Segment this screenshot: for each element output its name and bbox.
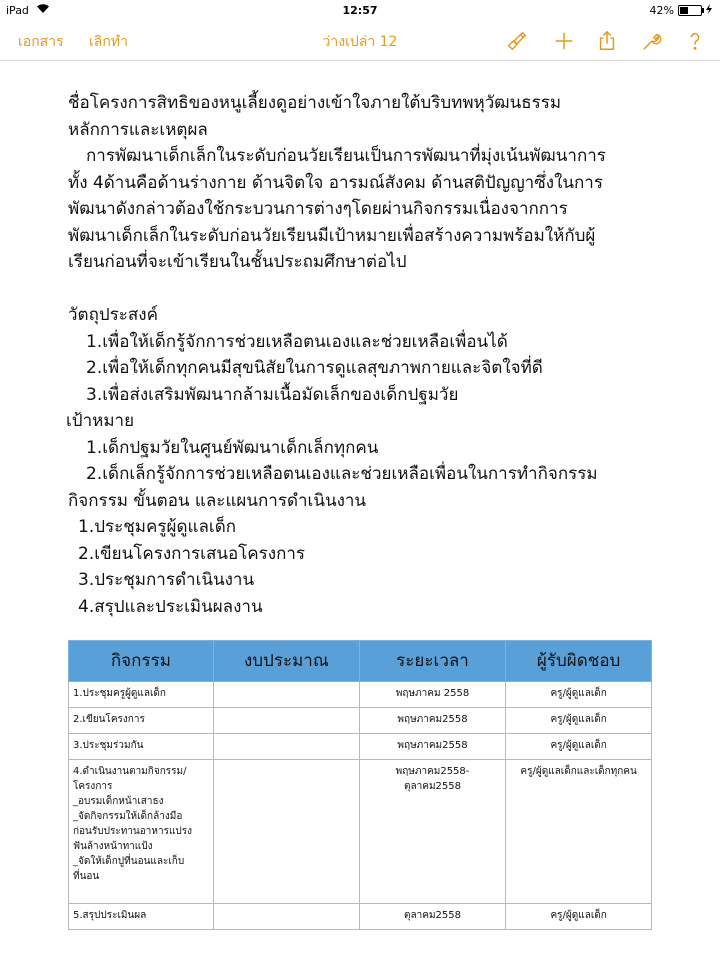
wrench-icon[interactable] — [639, 28, 665, 54]
activity-line: _จัดให้เด็กปูที่นอนและเก็บ — [73, 856, 185, 867]
battery-icon — [678, 5, 702, 16]
document-body[interactable] — [68, 90, 668, 620]
undo-button[interactable]: เลิกทำ — [89, 31, 128, 53]
rationale-heading: หลักการและเหตุผล — [68, 119, 208, 140]
owner-cell[interactable]: ครู/ผู้ดูแลเด็ก — [506, 682, 652, 708]
project-title: ชื่อโครงการสิทธิของหนูเลี้ยงดูอย่างเข้าใจภายใต้บริบทพหุวัฒนธรรม — [68, 93, 562, 113]
rationale-line: เรียนก่อนที่จะเข้าเรียนในชั้นประถมศึกษาต่อไป — [68, 252, 407, 272]
table-header-row — [69, 641, 652, 682]
objective-item: 1.เพื่อให้เด็กรู้จักการช่วยเหลือตนเองและช่วยเหลือเพื่อนได้ — [86, 331, 508, 352]
clock: 12:57 — [342, 4, 378, 17]
activity-cell[interactable]: 1.ประชุมครูผู้ดูแลเด็ก — [69, 682, 214, 708]
step-item: 4.สรุปและประเมินผลงาน — [78, 596, 263, 617]
rationale-line: พัฒนาดังกล่าวต้องใช้กระบวนการต่างๆโดยผ่านกิจกรรมเนื่องจากการ — [68, 199, 568, 219]
activity-cell[interactable]: 5.สรุปประเมินผล — [69, 904, 214, 930]
period-line: ตุลาคม2558 — [404, 781, 461, 792]
step-item: 1.ประชุมครูผู้ดูแลเด็ก — [78, 517, 237, 537]
battery-percent: 42% — [649, 4, 674, 17]
header-budget: งบประมาณ — [213, 641, 359, 682]
objective-item: 2.เพื่อให้เด็กทุกคนมีสุขนิสัยในการดูแลสุขภาพกายและจิตใจที่ดี — [86, 358, 543, 378]
activity-line: ฟันล้างหน้าทาแป้ง — [73, 841, 153, 852]
activity-line: ที่นอน — [73, 871, 100, 882]
charging-icon — [706, 4, 712, 17]
device-label: iPad — [6, 4, 29, 17]
step-item: 2.เขียนโครงการเสนอโครงการ — [78, 543, 306, 564]
target-item: 1.เด็กปฐมวัยในศูนย์พัฒนาเด็กเล็กทุกคน — [86, 437, 379, 458]
owner-cell[interactable]: ครู/ผู้ดูแลเด็กและเด็กทุกคน — [506, 760, 652, 904]
documents-button[interactable]: เอกสาร — [18, 31, 64, 53]
targets-heading: เป้าหมาย — [66, 411, 135, 431]
activity-cell[interactable] — [69, 760, 214, 904]
table-row — [69, 734, 652, 760]
objective-item: 3.เพื่อส่งเสริมพัฒนากล้ามเนื้อมัดเล็กของเด็กปฐมวัย — [86, 384, 459, 405]
period-cell[interactable]: พฤษภาคม2558 — [359, 708, 506, 734]
period-cell[interactable]: ตุลาคม2558 — [359, 904, 506, 930]
table-row — [69, 682, 652, 708]
period-cell[interactable]: พฤษภาคม 2558 — [359, 682, 506, 708]
brush-icon[interactable] — [503, 28, 529, 54]
rationale-line: พัฒนาเด็กเล็กในระดับก่อนวัยเรียนมีเป้าหมายเพื่อสร้างความพร้อมให้กับผู้ — [68, 225, 596, 246]
period-cell[interactable] — [359, 760, 506, 904]
budget-cell[interactable] — [213, 682, 359, 708]
step-item: 3.ประชุมการดำเนินงาน — [78, 570, 255, 590]
activity-line: _จัดกิจกรรมให้เด็กล้างมือ — [73, 811, 183, 822]
table-row — [69, 760, 652, 904]
activity-line: _อบรมเด็กหน้าเสาธง — [73, 796, 164, 807]
rationale-line: ทั้ง 4ด้านคือด้านร่างกาย ด้านจิตใจ อารมณ์สังคม ด้านสติปัญญาซึ่งในการ — [68, 172, 603, 193]
activity-line: 4.ดำเนินงานตามกิจกรรม/ — [73, 766, 187, 777]
budget-cell[interactable] — [213, 734, 359, 760]
owner-cell[interactable]: ครู/ผู้ดูแลเด็ก — [506, 734, 652, 760]
owner-cell[interactable]: ครู/ผู้ดูแลเด็ก — [506, 708, 652, 734]
plus-icon[interactable] — [551, 28, 577, 54]
toolbar — [0, 22, 720, 61]
activity-cell[interactable]: 3.ประชุมร่วมกัน — [69, 734, 214, 760]
header-activity: กิจกรรม — [69, 641, 214, 682]
activity-line: โครงการ — [73, 781, 113, 792]
help-icon[interactable] — [682, 28, 708, 54]
owner-cell[interactable]: ครู/ผู้ดูแลเด็ก — [506, 904, 652, 930]
activity-line: ก่อนรับประทานอาหารแปรง — [73, 826, 192, 837]
activities-heading: กิจกรรม ขั้นตอน และแผนการดำเนินงาน — [68, 490, 367, 511]
battery-indicator — [650, 4, 712, 17]
budget-cell[interactable] — [213, 760, 359, 904]
header-period: ระยะเวลา — [359, 641, 506, 682]
budget-cell[interactable] — [213, 708, 359, 734]
activity-cell[interactable]: 2.เขียนโครงการ — [69, 708, 214, 734]
objectives-heading: วัตถุประสงค์ — [68, 305, 158, 325]
period-line: พฤษภาคม2558- — [395, 766, 470, 777]
period-cell[interactable]: พฤษภาคม2558 — [359, 734, 506, 760]
rationale-line: การพัฒนาเด็กเล็กในระดับก่อนวัยเรียนเป็นการพัฒนาที่มุ่งเน้นพัฒนาการ — [86, 146, 606, 166]
share-icon[interactable] — [594, 28, 620, 54]
budget-cell[interactable] — [213, 904, 359, 930]
status-bar — [0, 0, 720, 22]
header-owner: ผู้รับผิดชอบ — [506, 641, 652, 682]
plan-table[interactable] — [68, 640, 652, 930]
document-title[interactable]: ว่างเปล่า 12 — [322, 34, 398, 50]
table-row — [69, 904, 652, 930]
target-item: 2.เด็กเล็กรู้จักการช่วยเหลือตนเองและช่วยเหลือเพื่อนในการทำกิจกรรม — [86, 464, 598, 484]
table-row — [69, 708, 652, 734]
battery-fill — [680, 7, 688, 14]
